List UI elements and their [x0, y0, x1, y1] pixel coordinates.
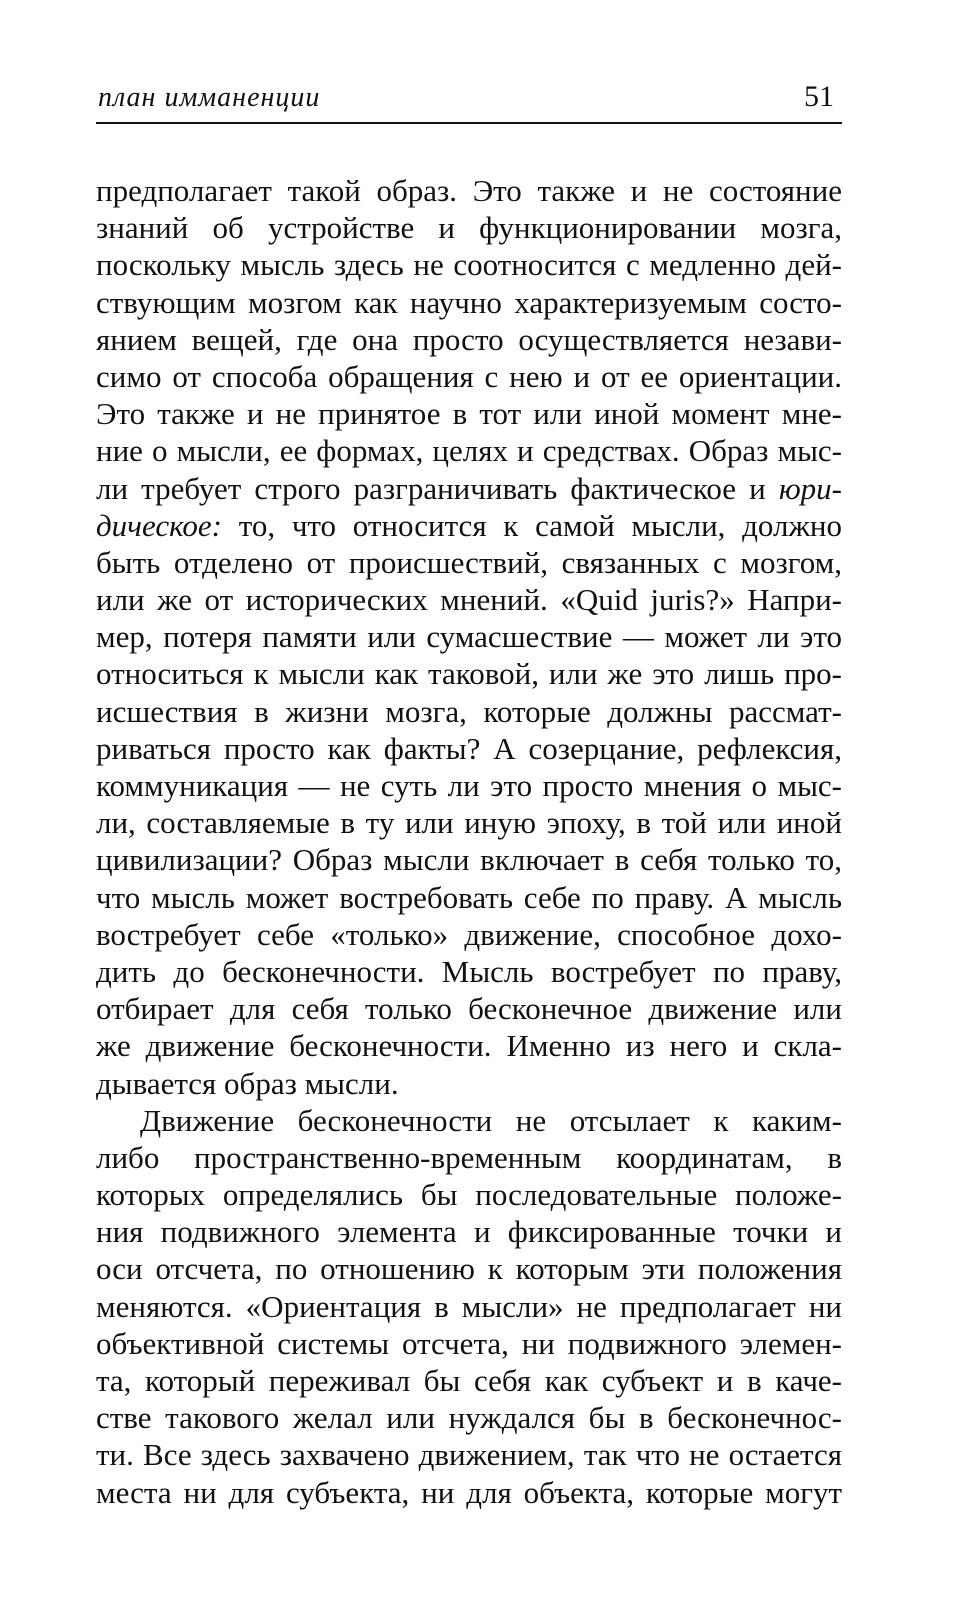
text-line-with-italic [96, 470, 842, 507]
body-text [96, 172, 842, 1511]
text-line: ли, составляемые в ту или иную эпоху, в той или иной [96, 805, 842, 841]
text-line: относиться к мысли как таковой, или же это лишь про- [96, 656, 842, 692]
text-line: янием вещей, где она просто осуществляется незави- [96, 321, 842, 357]
text-line: дить до бесконечности. Мысль востребует по праву, [96, 953, 842, 989]
text-line: ти. Все здесь захвачено движением, так что не остается [96, 1437, 842, 1473]
text-line: ствующим мозгом как научно характеризуемым состо- [96, 284, 842, 320]
text-line: Это также и не принятое в тот или иной момент мне- [96, 396, 842, 432]
text-line: либо пространственно-временным координатам, в [96, 1139, 842, 1175]
paragraph-2 [96, 1102, 842, 1511]
text-line: отбирает для себя только бесконечное движение или [96, 991, 842, 1027]
paragraph-1 [96, 172, 842, 1102]
text-line: быть отделено от происшествий, связанных с мозгом, [96, 544, 842, 580]
text-line: та, который переживал бы себя как субъект и в каче- [96, 1363, 842, 1398]
text-fragment: ли требует строго разграничивать фактическое и [96, 470, 779, 506]
italic-fragment: юри- [778, 470, 842, 506]
text-line: мер, потеря памяти или сумасшествие — может ли это [96, 619, 842, 655]
running-header [96, 70, 842, 124]
text-line: ние о мысли, ее формах, целях и средствах. Образ мыс- [96, 433, 842, 469]
text-line: коммуникация — не суть ли это просто мнения о мыс- [96, 768, 842, 803]
text-line: предполагает такой образ. Это также и не состояние [96, 173, 842, 208]
text-line: симо от способа обращения с нею и от ее ориентации. [96, 358, 842, 394]
text-line: знаний об устройстве и функционировании мозга, [96, 210, 842, 246]
italic-fragment: дическое: [96, 507, 222, 543]
text-line: Движение бесконечности не отсылает к каким- [140, 1102, 842, 1138]
text-line: риваться просто как факты? А созерцание, рефлексия, [96, 730, 842, 766]
text-line-with-italic [96, 507, 842, 544]
text-line: ния подвижного элемента и фиксированные точки и [96, 1214, 842, 1250]
text-line: востребует себе «только» движение, способное дохо- [96, 916, 842, 952]
text-line: меняются. «Ориентация в мысли» не предполагает ни [96, 1288, 842, 1324]
text-fragment: то, что относится к самой мысли, должно [221, 507, 842, 543]
book-page [96, 70, 842, 1511]
text-line: оси отсчета, по отношению к которым эти положения [96, 1251, 842, 1287]
text-line: что мысль может востребовать себе по праву. А мысль [96, 879, 842, 915]
text-line: или же от исторических мнений. «Quid juris?» Напри- [96, 582, 842, 618]
text-line: поскольку мысль здесь не соотносится с медленно дей- [96, 247, 842, 283]
text-line: исшествия в жизни мозга, которые должны рассмат- [96, 693, 842, 729]
page-number: 51 [804, 80, 834, 113]
text-line: же движение бесконечности. Именно из него и скла- [96, 1028, 842, 1064]
text-line: места ни для субъекта, ни для объекта, которые могут [96, 1474, 842, 1510]
text-line: дывается образ мысли. [96, 1065, 399, 1101]
text-line: стве такового желал или нуждался бы в бесконечнос- [96, 1400, 842, 1436]
text-line: цивилизации? Образ мысли включает в себя только то, [96, 842, 842, 878]
text-line: которых определялись бы последовательные положе- [96, 1177, 842, 1213]
text-line: объективной системы отсчета, ни подвижного элемен- [96, 1325, 842, 1361]
running-title: план имманенции [98, 82, 321, 113]
